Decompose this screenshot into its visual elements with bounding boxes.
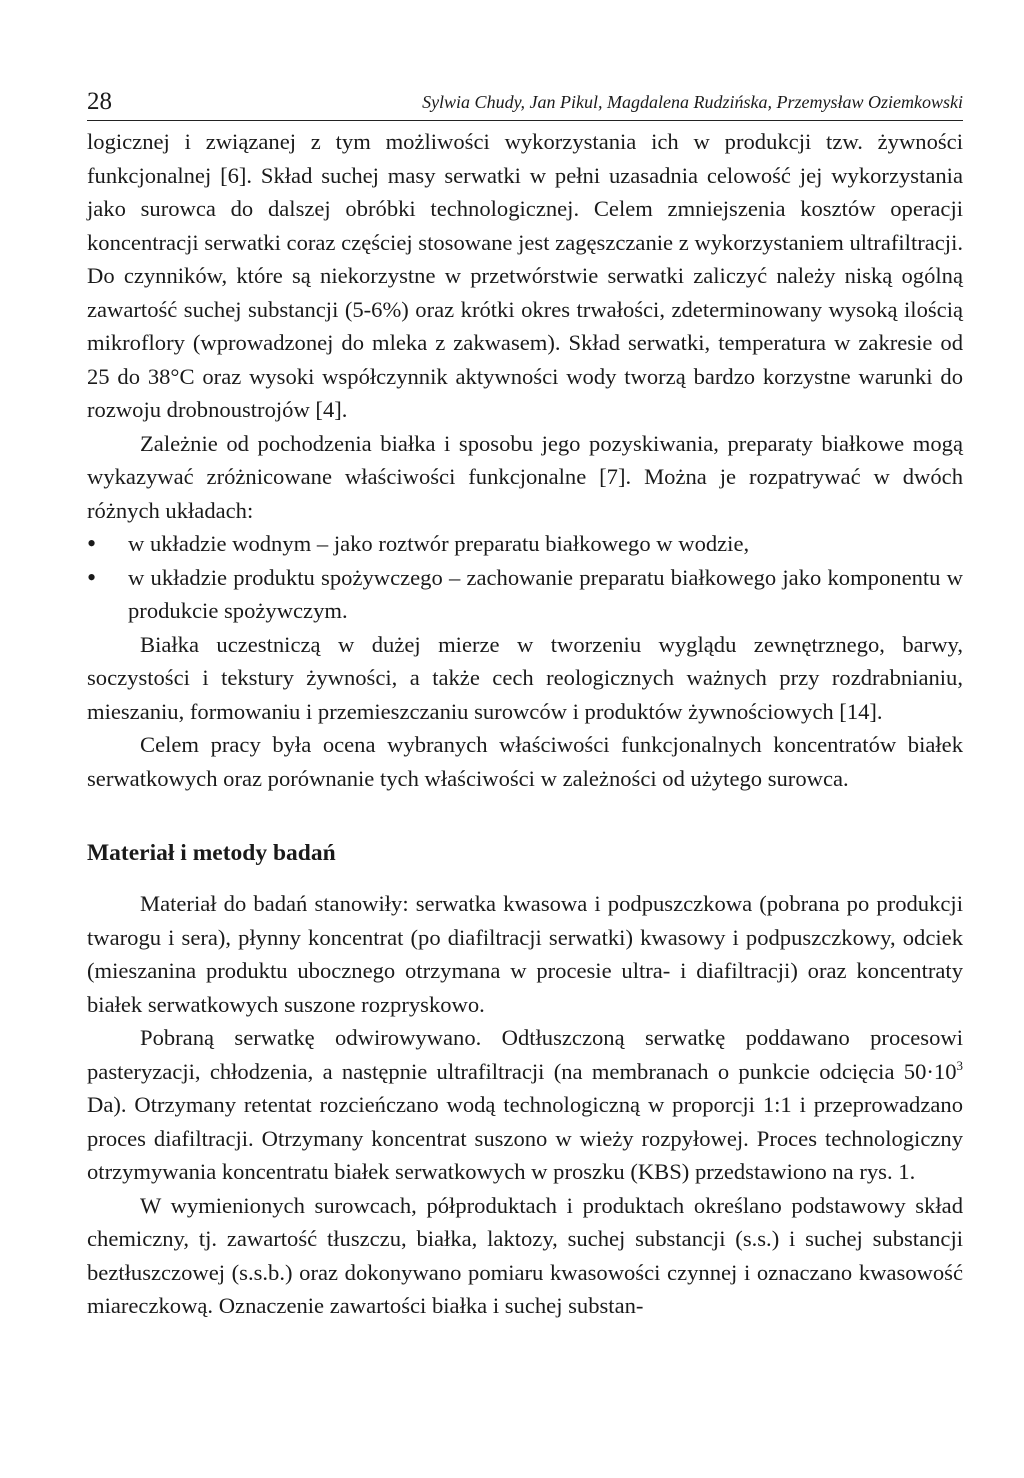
paragraph-1: logicznej i związanej z tym możliwości wykorzystania ich w produkcji tzw. żywności funkcjonalnej [6]. Skład suchej masy serwatki w pełni uzasadnia celowość jej wykorzystania jako surowca do dalszej obróbki technologicznej. Celem zmniejszenia kosztów operacji koncentracji serwatki coraz częściej stosowane jest zagęszczanie z wykorzystaniem ultrafiltracji. Do czynników, które są niekorzystne w przetwórstwie serwatki zaliczyć należy niską ogólną zawartość suchej substancji (5-6%) oraz krótki okres trwałości, zdeterminowany wysoką ilością mikroflory (wprowadzonej do mleka z zakwasem). Skład serwatki, temperatura w zakresie od 25 do 38°C oraz wysoki współczynnik aktywności wody tworzą bardzo korzystne warunki do rozwoju drobnoustrojów [4]. [87,129,963,422]
bullet-item: • w układzie wodnym – jako roztwór preparatu białkowego w wodzie, [87,527,963,561]
bullet-list [87,527,963,628]
paragraph-2: Zależnie od pochodzenia białka i sposobu jego pozyskiwania, preparaty białkowe mogą wykazywać zróżnicowane właściwości funkcjonalne [7]. Można je rozpatrywać w dwóch różnych układach: [87,430,963,523]
body-text [87,125,963,1323]
running-authors: Sylwia Chudy, Jan Pikul, Magdalena Rudzińska, Przemysław Oziemkowski [422,92,963,112]
page-number: 28 [87,88,112,115]
section-heading: Materiał i metody badań [87,840,336,866]
paragraph-6 [87,1021,963,1189]
bullet-item: • w układzie produktu spożywczego – zachowanie preparatu białkowego jako komponentu w produkcie spożywczym. [87,561,963,628]
paragraph-5: Materiał do badań stanowiły: serwatka kwasowa i podpuszczkowa (pobrana po produkcji twarogu i sera), płynny koncentrat (po diafiltracji serwatki) kwasowy i podpuszczkowy, odciek (mieszanina produktu ubocznego otrzymana w procesie ultra- i diafiltracji) oraz koncentraty białek serwatkowych suszone rozpryskowo. [87,891,963,1017]
paragraph-4: Celem pracy była ocena wybranych właściwości funkcjonalnych koncentratów białek serwatkowych oraz porównanie tych właściwości w zależności od użytego surowca. [87,732,963,791]
paragraph-6-part-a: Pobraną serwatkę odwirowywano. Odtłuszczoną serwatkę poddawano procesowi pasteryzacji, chłodzenia, a następnie ultrafiltracji (na membranach o punkcie odcięcia 50·10 [87,1025,963,1084]
running-header [87,86,963,121]
paragraph-6-part-b: Da). Otrzymany retentat rozcieńczano wodą technologiczną w proporcji 1:1 i przeprowadzano proces diafiltracji. Otrzymany koncentrat suszono w wieży rozpyłowej. Proces technologiczny otrzymywania koncentratu białek serwatkowych w proszku (KBS) przedstawiono na rys. 1. [87,1092,963,1184]
exponent: 3 [956,1057,963,1073]
paragraph-3: Białka uczestniczą w dużej mierze w tworzeniu wyglądu zewnętrznego, barwy, soczystości i tekstury żywności, a także cech reologicznych ważnych przy rozdrabnianiu, mieszaniu, formowaniu i przemieszczaniu surowców i produktów żywnościowych [14]. [87,631,963,724]
paragraph-7: W wymienionych surowcach, półproduktach i produktach określano podstawowy skład chemiczny, tj. zawartość tłuszczu, białka, laktozy, suchej substancji (s.s.) i suchej substancji beztłuszczowej (s.s.b.) oraz dokonywano pomiaru kwasowości czynnej i oznaczano kwasowość miareczkową. Oznaczenie zawartości białka i suchej substan- [87,1192,963,1318]
